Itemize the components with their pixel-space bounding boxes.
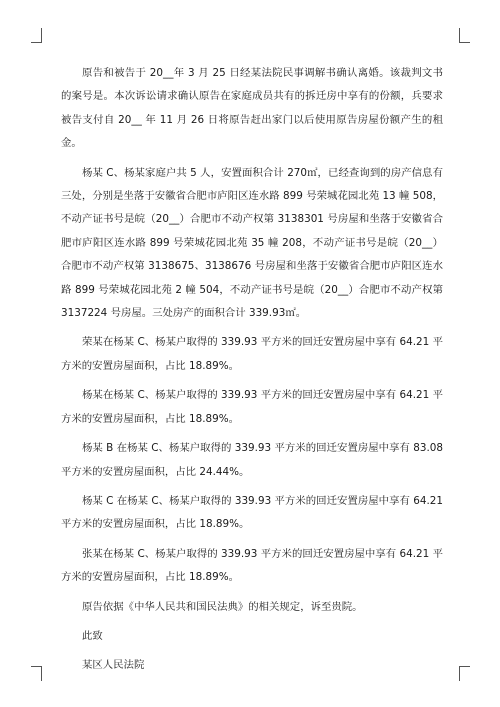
crop-mark-top-right [459,28,470,43]
paragraph-property-info: 杨某 C、杨某家庭户共 5 人，安置面积合计 270㎡，已经查询到的房产信息有三处，分别是坐落于安徽省合肥市庐阳区连水路 899 号荣城花园北苑 13 幢 508，不动产证书号是皖（20__）合肥市不动产权第 3138301 号房屋和坐落于安徽省合肥市庐阳区连水路 899 号荣城花园北苑 35 幢 208，不动产证书号是皖（20__）合肥市不动产权第 3138675、3138676 号房屋和坐落于安徽省合肥市庐阳区连水路 899 号荣城花园北苑 2 幢 504，不动产证书号是皖（20__）合肥市不动产权第 3137224 号房屋。三处房产的面积合计 339.93㎡。 [61,166,443,320]
paragraph-salutation: 此致 [82,629,103,642]
paragraph-share-yang-c: 杨某 C 在杨某 C、杨某户取得的 339.93 平方米的回迁安置房屋中享有 64.21 平方米的安置房屋面积，占比 18.89%。 [61,494,443,531]
crop-mark-bottom-left [31,666,42,681]
paragraph-share-zhang: 张某在杨某 C、杨某户取得的 339.93 平方米的回迁安置房屋中享有 64.21 平方米的安置房屋面积，占比 18.89%。 [61,547,443,584]
crop-mark-bottom-right [459,666,470,681]
paragraph-share-yang: 杨某在杨某 C、杨某户取得的 339.93 平方米的回迁安置房屋中享有 64.21 平方米的安置房屋面积，占比 18.89%。 [61,389,443,425]
document-body [61,62,443,684]
paragraph-court-name: 某区人民法院 [82,659,145,672]
paragraph-share-yang-b: 杨某 B 在杨某 C、杨某户取得的 339.93 平方米的回迁安置房屋中享有 83.08 平方米的安置房屋面积，占比 24.44%。 [61,442,443,478]
paragraph-share-rong: 荣某在杨某 C、杨某户取得的 339.93 平方米的回迁安置房屋中享有 64.21 平方米的安置房屋面积，占比 18.89%。 [61,336,443,372]
paragraph-legal-basis: 原告依据《中华人民共和国民法典》的相关规定，诉至贵院。 [82,600,363,613]
paragraph-case-background: 原告和被告于 20__年 3 月 25 日经某法院民事调解书确认离婚。该裁判文书的案号是。本次诉讼请求确认原告在家庭成员共有的拆迁房中享有的份额，兵要求被告支付自 20__ 年 11 月 26 日将原告赶出家门以后使用原告房屋份额产生的租金。 [61,67,443,150]
crop-mark-top-left [31,28,42,43]
